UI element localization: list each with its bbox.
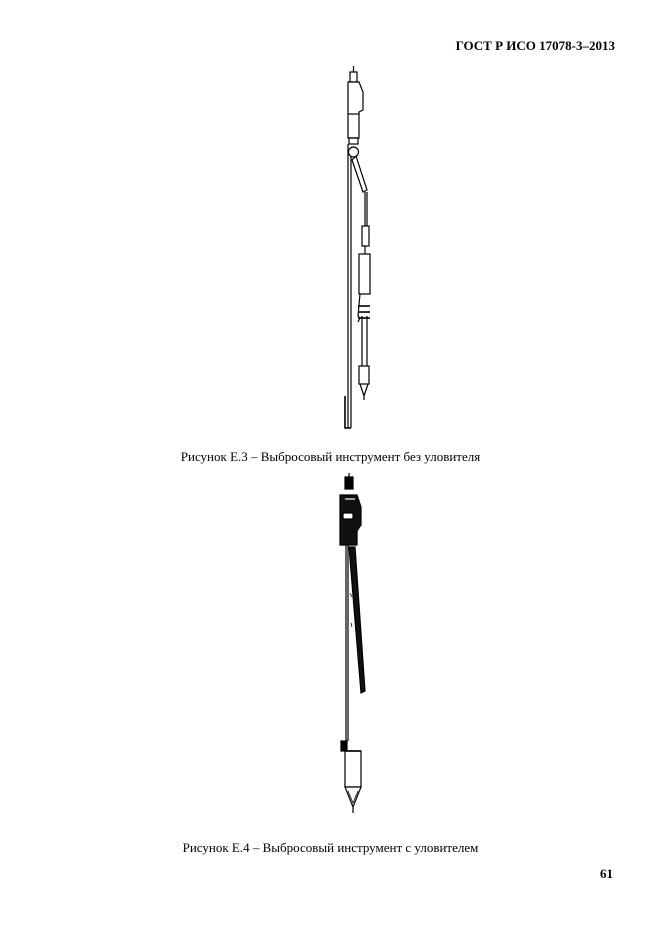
figure-e4-caption: Рисунок Е.4 – Выбросовый инструмент с уловителем xyxy=(182,840,479,855)
page-number: 61 xyxy=(600,866,613,881)
figure-e3-caption: Рисунок Е.3 – Выбросовый инструмент без уловителя xyxy=(180,449,481,464)
figure-e3-drawing xyxy=(320,66,380,436)
document-header: ГОСТ Р ИСО 17078-3–2013 xyxy=(455,38,615,53)
figure-e4-drawing xyxy=(315,473,375,823)
